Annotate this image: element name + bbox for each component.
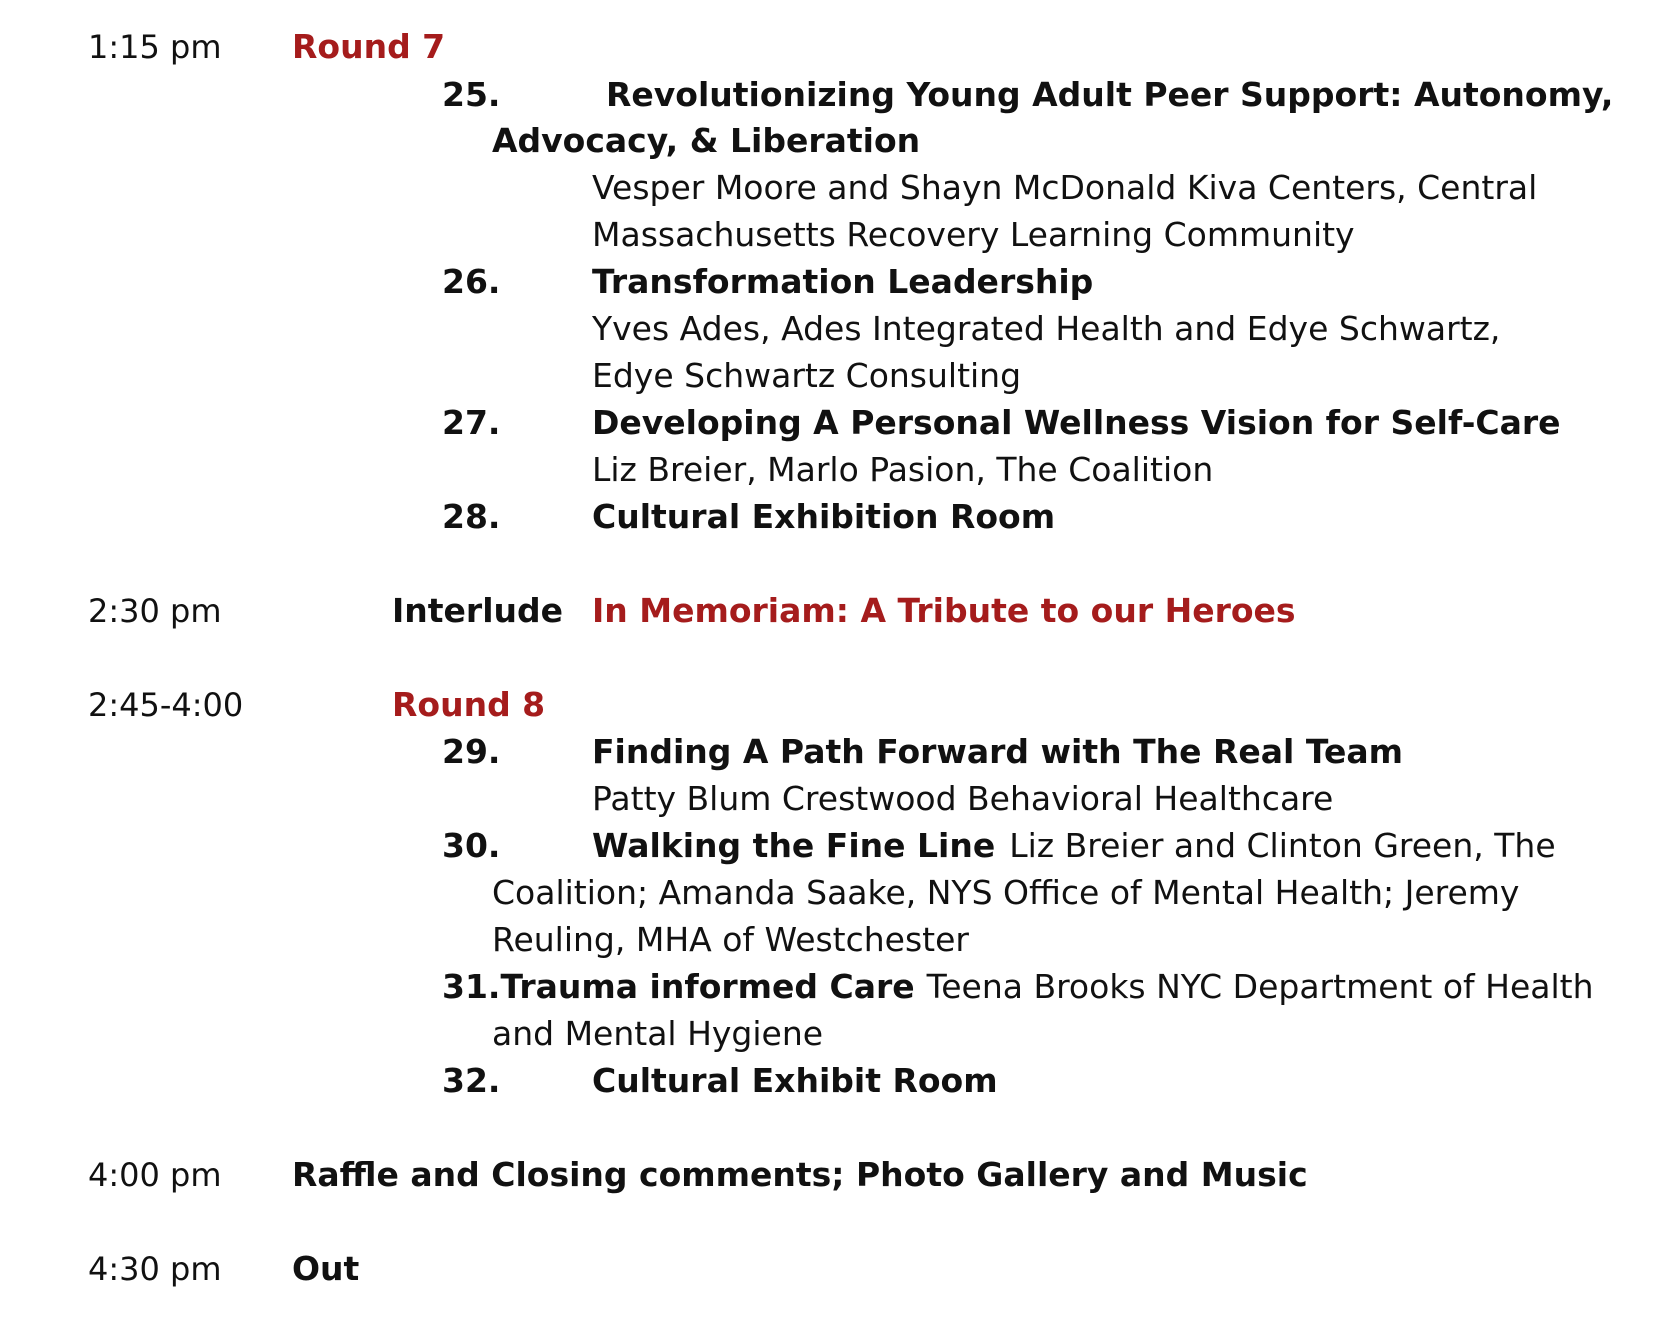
- session-27-presenter-line1: Liz Breier, Marlo Pasion, The Coalition: [592, 450, 1214, 489]
- session-26-presenter-line1: Yves Ades, Ades Integrated Health and Edye Schwartz,: [592, 309, 1501, 348]
- session-25-title-line1: Revolutionizing Young Adult Peer Support: Autonomy,: [606, 75, 1614, 114]
- interlude-title: In Memoriam: A Tribute to our Heroes: [592, 591, 1296, 630]
- session-31-presenter-line2: and Mental Hygiene: [492, 1014, 824, 1053]
- session-25-presenter-line1: Vesper Moore and Shayn McDonald Kiva Centers, Central: [592, 168, 1538, 207]
- session-31-presenter-inline: Teena Brooks NYC Department of Health: [926, 967, 1594, 1006]
- round7-time: 1:15 pm: [88, 28, 222, 66]
- session-28-number: 28.: [442, 497, 501, 536]
- session-29-number: 29.: [442, 732, 501, 771]
- interlude-time: 2:30 pm: [88, 592, 222, 630]
- session-31-number: 31.: [442, 967, 501, 1006]
- round8-time: 2:45-4:00: [88, 686, 244, 724]
- session-31-line: [442, 967, 1594, 1006]
- session-27-title: Developing A Personal Wellness Vision for Self-Care: [592, 403, 1561, 442]
- session-25-presenter-line2: Massachusetts Recovery Learning Community: [592, 215, 1355, 254]
- session-25-title-line2: Advocacy, & Liberation: [492, 121, 921, 160]
- session-26-presenter-line2: Edye Schwartz Consulting: [592, 356, 1022, 395]
- session-30-number: 30.: [442, 826, 501, 865]
- interlude-label: Interlude: [392, 591, 564, 630]
- round8-label: Round 8: [392, 685, 546, 724]
- session-28-title: Cultural Exhibition Room: [592, 497, 1056, 536]
- out-time: 4:30 pm: [88, 1250, 222, 1288]
- closing-text: Raffle and Closing comments; Photo Gallery and Music: [292, 1155, 1308, 1194]
- out-text: Out: [292, 1249, 360, 1288]
- session-25-number: 25.: [442, 75, 501, 114]
- session-30-title-line: [592, 826, 1556, 865]
- session-26-number: 26.: [442, 262, 501, 301]
- session-32-number: 32.: [442, 1061, 501, 1100]
- session-29-title: Finding A Path Forward with The Real Team: [592, 732, 1403, 771]
- session-30-presenter-line2: Coalition; Amanda Saake, NYS Office of Mental Health; Jeremy: [492, 873, 1520, 912]
- session-31-title: Trauma informed Care: [500, 967, 915, 1006]
- round7-label: Round 7: [292, 27, 446, 66]
- closing-time: 4:00 pm: [88, 1156, 222, 1194]
- session-30-presenter-line3: Reuling, MHA of Westchester: [492, 920, 969, 959]
- session-27-number: 27.: [442, 403, 501, 442]
- session-30-presenter-inline: Liz Breier and Clinton Green, The: [1009, 826, 1556, 865]
- session-29-presenter-line1: Patty Blum Crestwood Behavioral Healthcare: [592, 779, 1334, 818]
- session-26-title: Transformation Leadership: [592, 262, 1094, 301]
- session-30-title: Walking the Fine Line: [592, 826, 996, 865]
- session-32-title: Cultural Exhibit Room: [592, 1061, 998, 1100]
